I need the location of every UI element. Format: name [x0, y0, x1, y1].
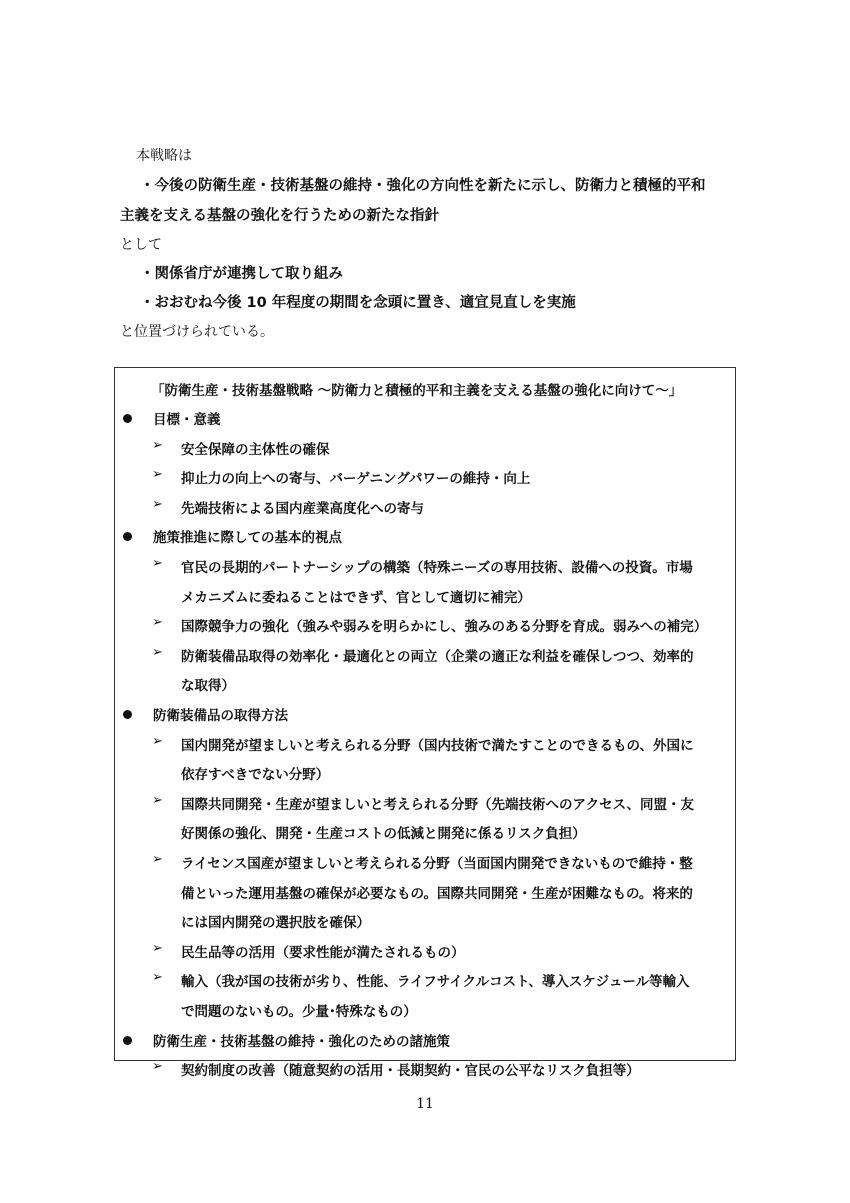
intro-bullet-1-line-2: 主義を支える基盤の強化を行うための新たな指針 — [120, 208, 439, 224]
list-item-line: 備といった運用基盤の確保が必要なもの。国際共同開発・生産が困難なもの。将来的 — [181, 885, 693, 902]
arrow-bullet-icon: ➢ — [152, 496, 163, 512]
arrow-bullet-icon: ➢ — [152, 940, 163, 956]
arrow-bullet-icon: ➢ — [152, 733, 163, 749]
arrow-bullet-icon: ➢ — [152, 970, 163, 986]
list-item-line: 防衛装備品取得の効率化・最適化との両立（企業の適正な利益を確保しつつ、効率的 — [181, 648, 694, 665]
list-item-line: 先端技術による国内産業高度化への寄与 — [181, 500, 424, 517]
bullet-dot-icon — [123, 710, 132, 719]
arrow-bullet-icon: ➢ — [152, 615, 163, 631]
list-item-line: には国内開発の選択肢を確保） — [181, 915, 370, 932]
bullet-dot-icon — [123, 1036, 132, 1045]
intro-bullet-3: ・おおむね今後 10 年程度の期間を念頭に置き、適宜見直しを実施 — [140, 295, 576, 311]
list-item-line: な取得） — [181, 678, 235, 695]
list-item-line: 輸入（我が国の技術が劣り、性能、ライフサイクルコスト、導入スケジュール等輸入 — [181, 974, 690, 991]
bullet-dot-icon — [123, 414, 132, 423]
intro-bullet-2: ・関係省庁が連携して取り組み — [140, 266, 343, 282]
list-item-line: 安全保障の主体性の確保 — [181, 441, 330, 458]
section-heading: 防衛装備品の取得方法 — [153, 708, 288, 724]
intro-lead: 本戦略は — [136, 148, 192, 164]
list-item-line: 国内開発が望ましいと考えられる分野（国内技術で満たすことのできるもの、外国に — [181, 737, 694, 754]
arrow-bullet-icon: ➢ — [152, 852, 163, 867]
list-item-line: 官民の長期的パートナーシップの構築（特殊ニーズの専用技術、設備への投資。市場 — [181, 560, 693, 576]
section-heading: 施策推進に際しての基本的視点 — [153, 530, 342, 547]
list-item-line: ライセンス国産が望ましいと考えられる分野（当面国内開発できないもので維持・整 — [181, 856, 693, 872]
list-item-line: 契約制度の改善（随意契約の活用・長期契約・官民の公平なリスク負担等） — [181, 1063, 640, 1080]
arrow-bullet-icon: ➢ — [152, 437, 163, 453]
list-item-line: 国際共同開発・生産が望ましいと考えられる分野（先端技術へのアクセス、同盟・友 — [181, 796, 694, 813]
list-item-line: 国際競争力の強化（強みや弱みを明らかにし、強みのある分野を育成。弱みへの補完） — [181, 619, 708, 636]
arrow-bullet-icon: ➢ — [152, 1059, 163, 1075]
page-number: 11 — [416, 1096, 434, 1112]
section-heading: 目標・意義 — [153, 412, 221, 428]
list-item-line: 好関係の強化、開発・生産コストの低減と開発に係るリスク負担） — [181, 826, 586, 843]
intro-closing: と位置づけられている。 — [120, 324, 274, 340]
strategy-summary-box — [114, 367, 736, 1080]
arrow-bullet-icon: ➢ — [152, 792, 163, 808]
intro-as: として — [120, 237, 162, 253]
arrow-bullet-icon: ➢ — [152, 556, 163, 571]
list-item-line: 抑止力の向上への寄与、バーゲニングパワーの維持・向上 — [181, 471, 531, 488]
list-item-line: メカニズムに委ねることはできず、官として適切に補完） — [181, 589, 531, 606]
arrow-bullet-icon: ➢ — [152, 467, 163, 483]
arrow-bullet-icon: ➢ — [152, 644, 163, 660]
intro-bullet-1-line-1: ・今後の防衛生産・技術基盤の維持・強化の方向性を新たに示し、防衛力と積極的平和 — [140, 178, 706, 194]
list-item-line: 民生品等の活用（要求性能が満たされるもの） — [181, 944, 465, 961]
list-item-line: で問題のないもの。少量･特殊なもの） — [181, 1004, 417, 1020]
box-title: 「防衛生産・技術基盤戦略 ～防衛力と積極的平和主義を支える基盤の強化に向けて～」 — [151, 383, 683, 399]
bullet-dot-icon — [123, 532, 132, 541]
list-item-line: 依存すべきでない分野） — [181, 767, 330, 784]
section-heading: 防衛生産・技術基盤の維持・強化のための諸施策 — [153, 1033, 450, 1050]
